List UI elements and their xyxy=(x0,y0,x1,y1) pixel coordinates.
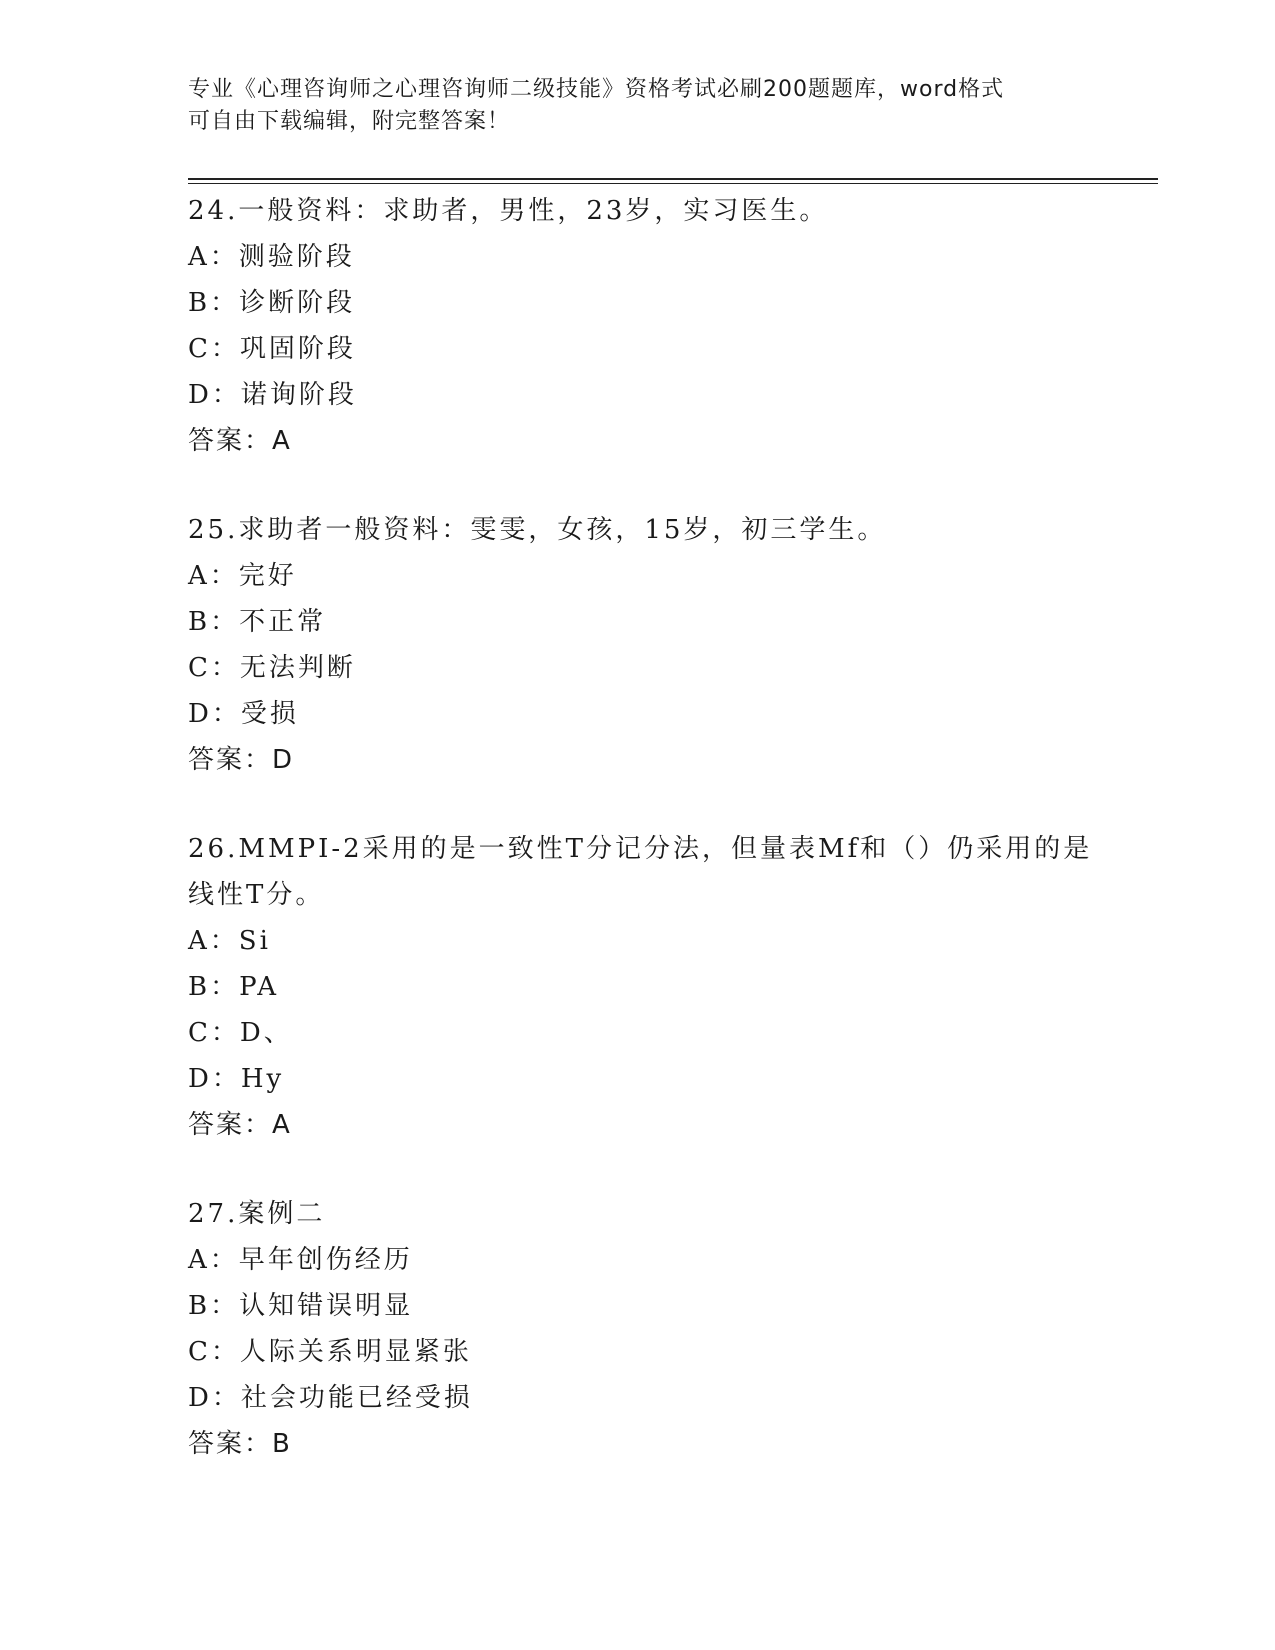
option-c: C：人际关系明显紧张 xyxy=(188,1337,472,1367)
question-stem: 25.求助者一般资料：雯雯，女孩，15岁，初三学生。 xyxy=(188,515,887,545)
header-divider-thick xyxy=(188,178,1158,180)
option-a: A：早年创伤经历 xyxy=(188,1245,413,1275)
document-header xyxy=(188,74,1068,138)
option-b: B：不正常 xyxy=(188,607,327,637)
question-list xyxy=(188,188,1093,1510)
question-27 xyxy=(188,1191,1088,1467)
question-stem: 24.一般资料：求助者，男性，23岁，实习医生。 xyxy=(188,196,829,226)
option-c: C：D、 xyxy=(188,1018,293,1048)
option-c: C：无法判断 xyxy=(188,653,356,683)
option-a: A：测验阶段 xyxy=(188,242,355,272)
question-24 xyxy=(188,188,1088,464)
option-d: D：受损 xyxy=(188,699,299,729)
option-a: A：Si xyxy=(188,926,271,956)
option-b: B：认知错误明显 xyxy=(188,1291,414,1321)
option-d: D：社会功能已经受损 xyxy=(188,1383,473,1413)
option-a: A：完好 xyxy=(188,561,297,591)
header-line-2: 可自由下载编辑，附完整答案！ xyxy=(188,109,511,134)
option-c: C：巩固阶段 xyxy=(188,334,356,364)
answer-label: 答案：A xyxy=(188,1110,292,1140)
question-25 xyxy=(188,507,1088,783)
answer-label: 答案：D xyxy=(188,745,295,775)
question-stem-line-1: 26.MMPI-2采用的是一致性T分记分法，但量表Mf和（）仍采用的是 xyxy=(188,834,1093,864)
option-b: B：PA xyxy=(188,972,279,1002)
question-26 xyxy=(188,826,1093,1148)
answer-label: 答案：A xyxy=(188,426,292,456)
answer-label: 答案：B xyxy=(188,1429,292,1459)
header-divider-thin xyxy=(188,183,1158,184)
option-d: D：Hy xyxy=(188,1064,285,1094)
question-stem: 27.案例二 xyxy=(188,1199,326,1229)
question-stem-line-2: 线性T分。 xyxy=(188,880,325,910)
option-d: D：诺询阶段 xyxy=(188,380,357,410)
header-line-1: 专业《心理咨询师之心理咨询师二级技能》资格考试必刷200题题库，word格式 xyxy=(188,77,1005,102)
option-b: B：诊断阶段 xyxy=(188,288,356,318)
